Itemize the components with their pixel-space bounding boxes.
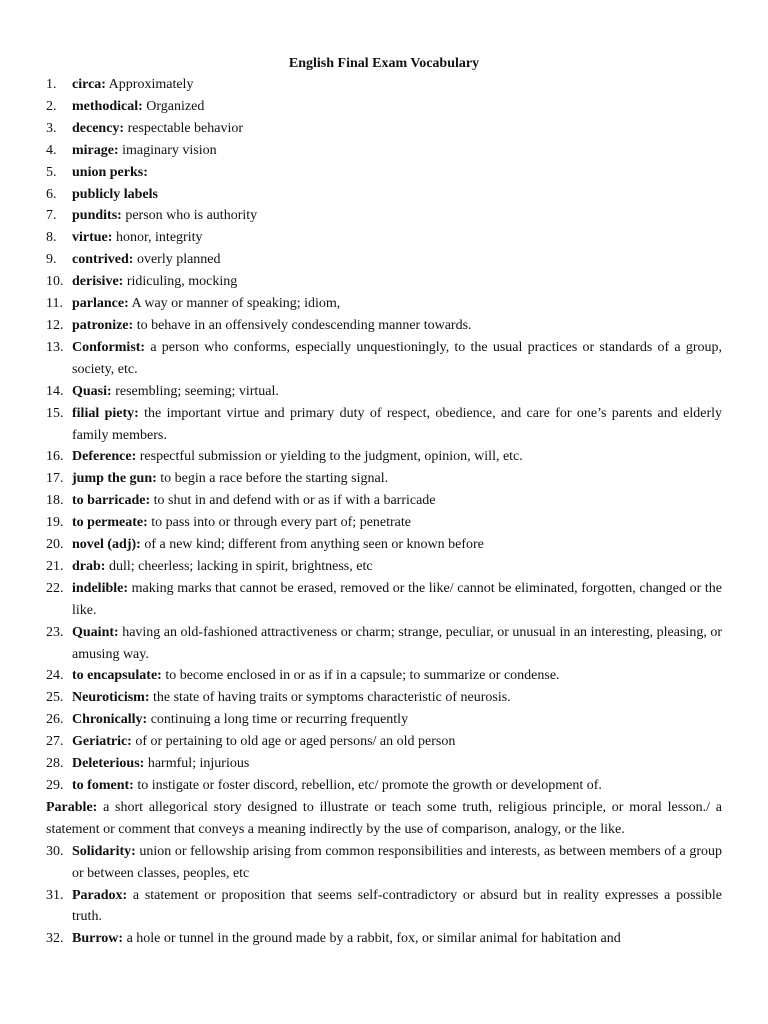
entry-body	[72, 622, 722, 666]
entry-number: 8.	[46, 230, 57, 246]
entry-body	[72, 184, 722, 206]
entry-number: 7.	[46, 208, 57, 224]
entry-term: to barricade:	[72, 493, 151, 509]
document-title: English Final Exam Vocabulary	[288, 56, 480, 71]
entry-body	[72, 446, 722, 468]
entry-definition: harmful; injurious	[144, 756, 250, 772]
entry-body	[72, 271, 722, 293]
entry-definition: Approximately	[105, 77, 194, 92]
entry-term: methodical:	[72, 98, 143, 114]
entry-body	[72, 534, 722, 556]
entry-definition: ridiculing, mocking	[123, 274, 238, 290]
entry-body	[72, 775, 722, 797]
entry-number: 23.	[46, 624, 64, 640]
entry-body	[72, 512, 722, 534]
entry-term: Conformist:	[72, 339, 146, 355]
entry-number: 14.	[46, 383, 64, 399]
entry-number: 19.	[46, 515, 64, 531]
entry-definition: a hole or tunnel in the ground made by a rabbit, fox, or similar animal for habitation and	[123, 931, 621, 947]
entry-number: 18.	[46, 493, 64, 509]
parable-term: Parable:	[46, 799, 98, 815]
entry-term: pundits:	[72, 208, 122, 224]
vocab-entry	[46, 512, 722, 534]
entry-definition: respectful submission or yielding to the judgment, opinion, will, etc.	[136, 449, 523, 465]
entry-definition: overly planned	[133, 252, 221, 268]
vocab-entry	[46, 249, 722, 271]
vocab-entry	[46, 293, 722, 315]
entry-body	[72, 928, 722, 950]
entry-definition: person who is authority	[121, 208, 258, 224]
entry-term: Deference:	[72, 449, 137, 465]
entry-definition: to shut in and defend with or as if with a barricade	[150, 493, 436, 509]
entry-definition: Organized	[142, 98, 205, 114]
entry-body	[72, 205, 722, 227]
entry-term: contrived:	[72, 252, 134, 268]
entry-number: 12.	[46, 317, 64, 333]
entry-number: 5.	[46, 164, 57, 180]
entry-definition: union or fellowship arising from common responsibilities and interests, as between members of a group or between classes, peoples, etc	[72, 843, 722, 881]
entry-term: to foment:	[72, 778, 134, 793]
vocab-entry	[46, 687, 722, 709]
entry-number: 10.	[46, 274, 64, 290]
vocab-entry	[46, 227, 722, 249]
entry-definition: continuing a long time or recurring frequently	[147, 712, 409, 728]
entry-body	[72, 74, 722, 96]
entry-body	[72, 96, 722, 118]
vocab-entry	[46, 140, 722, 162]
vocab-entry	[46, 928, 722, 950]
vocab-entry	[46, 96, 722, 118]
entry-number: 15.	[46, 405, 64, 421]
vocab-entry	[46, 271, 722, 293]
entry-number: 27.	[46, 734, 64, 750]
entry-number: 28.	[46, 756, 64, 772]
entry-definition: the important virtue and primary duty of respect, obedience, and care for one’s parents and elderly family members.	[72, 405, 722, 443]
entry-body	[72, 249, 722, 271]
entry-definition: to begin a race before the starting signal.	[156, 471, 389, 487]
entry-definition: having an old-fashioned attractiveness or charm; strange, peculiar, or unusual in an interesting, pleasing, or amusing way.	[72, 624, 722, 662]
entry-term: virtue:	[72, 230, 113, 246]
vocabulary-entries	[46, 74, 722, 797]
entry-term: to encapsulate:	[72, 668, 162, 684]
entry-number: 16.	[46, 449, 64, 465]
entry-term: Chronically:	[72, 712, 148, 728]
entry-definition: to pass into or through every part of; penetrate	[147, 515, 411, 531]
entry-number: 21.	[46, 558, 64, 574]
vocab-entry	[46, 775, 722, 797]
entry-body	[72, 403, 722, 447]
entry-definition: of a new kind; different from anything seen or known before	[140, 537, 484, 553]
entry-number: 1.	[46, 77, 57, 92]
entry-term: Solidarity:	[72, 843, 136, 859]
entry-definition: to behave in an offensively condescending manner towards.	[133, 317, 472, 333]
entry-body	[72, 337, 722, 381]
vocab-entry	[46, 446, 722, 468]
entry-number: 2.	[46, 98, 57, 114]
entry-number: 24.	[46, 668, 64, 684]
vocab-entry	[46, 490, 722, 512]
entry-body	[72, 885, 722, 929]
entry-term: patronize:	[72, 317, 134, 333]
entry-definition: A way or manner of speaking; idiom,	[128, 296, 341, 312]
entry-body	[72, 665, 722, 687]
entry-definition: to instigate or foster discord, rebellion, etc/ promote the growth or development of.	[133, 778, 602, 793]
entry-body	[72, 293, 722, 315]
entry-body	[72, 687, 722, 709]
entry-term: drab:	[72, 558, 106, 574]
entry-body	[72, 468, 722, 490]
entry-term: derisive:	[72, 274, 124, 290]
entry-body	[72, 381, 722, 403]
entry-term: novel (adj):	[72, 537, 141, 553]
entry-number: 11.	[46, 296, 63, 312]
entry-definition: making marks that cannot be erased, removed or the like/ cannot be eliminated, forgotten, changed or the like.	[72, 580, 722, 618]
vocab-entry	[46, 162, 722, 184]
vocab-entry	[46, 118, 722, 140]
vocab-entry	[46, 381, 722, 403]
entry-term: Paradox:	[72, 887, 128, 903]
entry-term: indelible:	[72, 580, 129, 596]
entry-definition: of or pertaining to old age or aged persons/ an old person	[131, 734, 456, 750]
entry-term: union perks:	[72, 164, 148, 180]
entry-body	[72, 315, 722, 337]
vocab-entry	[46, 74, 722, 96]
vocab-entry	[46, 337, 722, 381]
entry-definition: honor, integrity	[112, 230, 203, 246]
entry-number: 3.	[46, 120, 57, 136]
vocab-entry	[46, 468, 722, 490]
vocab-entry	[46, 403, 722, 447]
entry-definition: a statement or proposition that seems self-contradictory or absurd but in reality expresses a possible truth.	[72, 887, 722, 925]
entry-term: Neuroticism:	[72, 690, 150, 706]
vocab-entry	[46, 665, 722, 687]
entry-definition: the state of having traits or symptoms characteristic of neurosis.	[149, 690, 511, 706]
entry-term: parlance:	[72, 296, 129, 312]
parable-definition: a short allegorical story designed to illustrate or teach some truth, religious principle, or moral lesson./ a statement or comment that conveys a meaning indirectly by the use of comparison, analogy, or the like.	[46, 799, 722, 837]
vocab-entry	[46, 184, 722, 206]
entry-number: 22.	[46, 580, 64, 596]
entry-body	[72, 709, 722, 731]
vocab-entry	[46, 534, 722, 556]
entry-number: 25.	[46, 690, 64, 706]
entry-term: Quasi:	[72, 383, 112, 399]
vocabulary-entries-continued	[46, 841, 722, 951]
entry-body	[72, 227, 722, 249]
entry-definition: a person who conforms, especially unquestioningly, to the usual practices or standards of a group, society, etc.	[72, 339, 722, 377]
entry-body	[72, 162, 722, 184]
entry-term: to permeate:	[72, 515, 148, 531]
entry-term: Quaint:	[72, 624, 119, 640]
vocab-entry	[46, 709, 722, 731]
vocab-entry	[46, 841, 722, 885]
entry-term: decency:	[72, 120, 125, 136]
entry-number: 26.	[46, 712, 64, 728]
entry-term: Geriatric:	[72, 734, 132, 750]
vocab-entry	[46, 315, 722, 337]
entry-number: 30.	[46, 843, 64, 859]
entry-definition: respectable behavior	[124, 120, 244, 136]
vocab-entry	[46, 731, 722, 753]
parable-paragraph	[46, 797, 722, 841]
entry-term: filial piety:	[72, 405, 139, 421]
vocab-entry	[46, 622, 722, 666]
entry-number: 9.	[46, 252, 57, 268]
vocab-entry	[46, 556, 722, 578]
entry-number: 20.	[46, 537, 64, 553]
entry-term: Deleterious:	[72, 756, 145, 772]
entry-number: 31.	[46, 887, 64, 903]
entry-body	[72, 556, 722, 578]
vocab-entry	[46, 578, 722, 622]
entry-body	[72, 578, 722, 622]
entry-body	[72, 841, 722, 885]
vocab-entry	[46, 885, 722, 929]
vocab-entry	[46, 205, 722, 227]
entry-definition: imaginary vision	[118, 142, 217, 158]
entry-definition: resembling; seeming; virtual.	[111, 383, 279, 399]
entry-number: 32.	[46, 931, 64, 947]
entry-body	[72, 490, 722, 512]
entry-body	[72, 731, 722, 753]
entry-term: mirage:	[72, 142, 119, 158]
entry-body	[72, 118, 722, 140]
entry-body	[72, 753, 722, 775]
vocab-entry	[46, 753, 722, 775]
entry-term: jump the gun:	[72, 471, 157, 487]
entry-definition: dull; cheerless; lacking in spirit, brightness, etc	[105, 558, 373, 574]
entry-definition: to become enclosed in or as if in a capsule; to summarize or condense.	[161, 668, 560, 684]
entry-number: 4.	[46, 142, 57, 158]
entry-body	[72, 140, 722, 162]
vocabulary-list	[46, 74, 722, 950]
entry-number: 13.	[46, 339, 64, 355]
entry-number: 17.	[46, 471, 64, 487]
entry-number: 6.	[46, 186, 57, 202]
entry-term: publicly labels	[72, 186, 158, 202]
entry-term: circa:	[72, 77, 106, 92]
entry-number: 29.	[46, 778, 64, 793]
entry-term: Burrow:	[72, 931, 124, 947]
